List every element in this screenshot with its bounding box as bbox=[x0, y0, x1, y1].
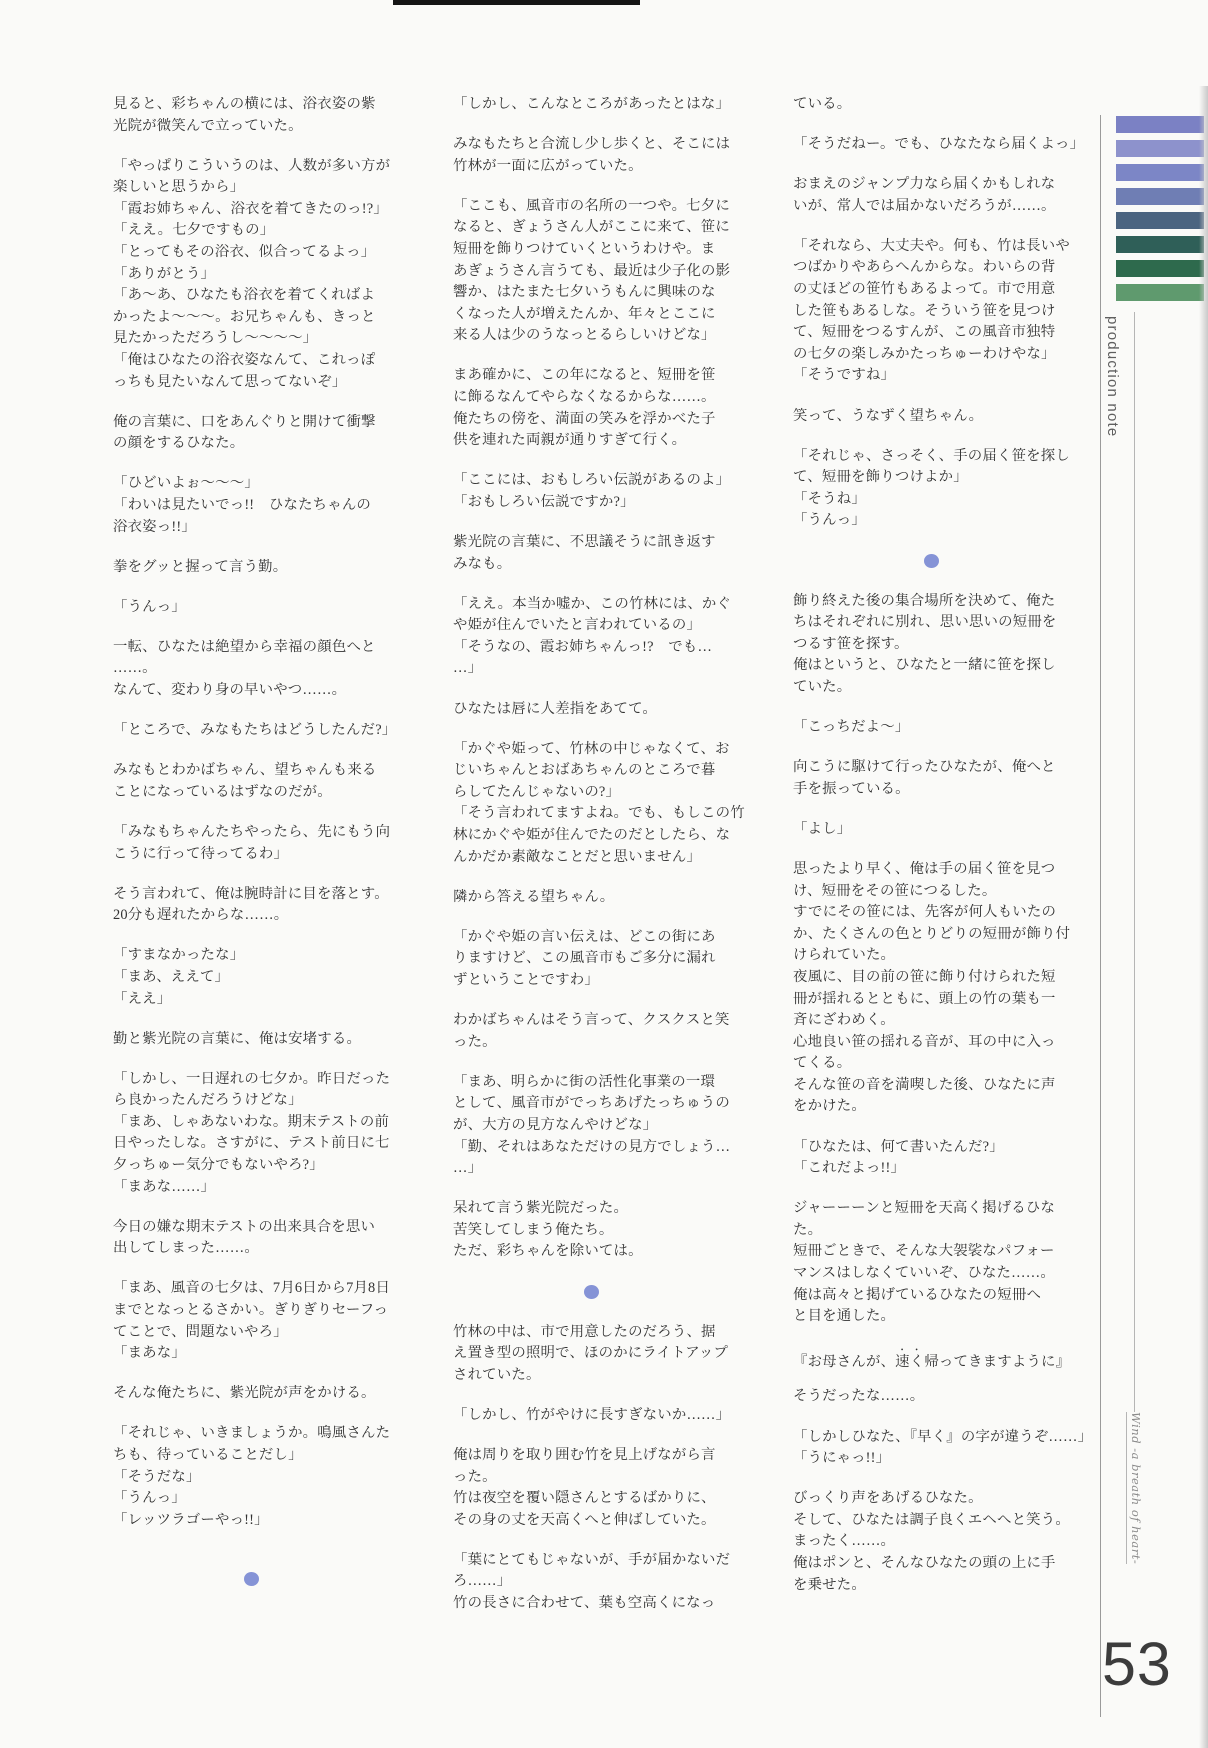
divider-dot-icon bbox=[244, 1572, 259, 1586]
text-line: 斉にざわめく。 bbox=[793, 1012, 895, 1029]
text-line: されていた。 bbox=[453, 1366, 541, 1383]
text-line: つばかりやあらへんからな。わいらの背 bbox=[793, 259, 1056, 276]
text-line: 冊が揺れるとともに、頭上の竹の葉も一 bbox=[793, 990, 1056, 1007]
text-line: 「わいは見たいでっ!! ひなたちゃんの bbox=[113, 497, 372, 513]
text-line: ている。 bbox=[793, 96, 852, 112]
text-line: 「ありがとう」 bbox=[113, 265, 216, 282]
text-line: 日やったしな。さすがに、テスト前日に七 bbox=[113, 1135, 390, 1152]
text-line: なんて、変わり身の早いやつ……。 bbox=[113, 682, 347, 699]
text-line: 光院が微笑んで立っていた。 bbox=[113, 117, 303, 134]
text-line: くなった人が増えたんか、年々とここに bbox=[453, 305, 716, 322]
text-line: の丈ほどの笹竹もあるよって。市で用意 bbox=[793, 281, 1056, 298]
text-line: ちも、待っていることだし」 bbox=[113, 1447, 303, 1463]
text-line: ろ……」 bbox=[453, 1573, 512, 1590]
text-line: ていた。 bbox=[793, 678, 852, 695]
text-line: として、風音市がでっちあげたっちゅうの bbox=[453, 1095, 730, 1112]
text-line: 「俺はひなたの浴衣姿なんて、これっぽ bbox=[113, 352, 376, 369]
paragraph-gap bbox=[113, 702, 389, 721]
text-line: その身の丈を天高くへと伸ばしていた。 bbox=[453, 1511, 716, 1528]
paragraph-gap bbox=[113, 1198, 389, 1217]
text-line: ……。 bbox=[113, 660, 157, 677]
paragraph-gap bbox=[453, 868, 729, 887]
paragraph-gap bbox=[453, 720, 729, 739]
text-line: 夕っちゅー気分でもないやろ?」 bbox=[113, 1157, 324, 1174]
text-line: までとなっとるさかい。ぎりぎりセーフっ bbox=[113, 1302, 389, 1319]
paragraph-gap bbox=[113, 1260, 389, 1279]
paragraph-gap bbox=[793, 739, 1069, 758]
text-line: 「しかしひなた、『早く』の字が違うぞ……」 bbox=[793, 1428, 1093, 1445]
paragraph-gap bbox=[793, 217, 1069, 236]
text-line: 「そうだな」 bbox=[113, 1468, 201, 1485]
text-line: まったく……。 bbox=[793, 1533, 896, 1550]
page-number: 53 bbox=[1102, 1630, 1172, 1698]
text-line: 見たかっただろうし〜〜〜〜」 bbox=[113, 330, 318, 347]
color-swatch-bar bbox=[1116, 260, 1204, 277]
text-line: や姫が住んでいたと言われているの」 bbox=[453, 617, 702, 634]
section-divider-dot bbox=[793, 551, 1069, 573]
paragraph-gap bbox=[453, 1263, 729, 1282]
text-line: 「そうですね」 bbox=[793, 367, 896, 384]
text-line: 林にかぐや姫が住んでたのだとしたら、な bbox=[453, 827, 731, 844]
paragraph-gap bbox=[113, 393, 389, 412]
paragraph-gap bbox=[793, 1368, 1069, 1387]
paragraph-gap bbox=[113, 803, 389, 822]
text-line: した笹もあるしな。そういう笹を見つけ bbox=[793, 302, 1056, 319]
color-swatch-bar bbox=[1116, 236, 1204, 253]
text-line: 「葉にとてもじゃないが、手が届かないだ bbox=[453, 1551, 731, 1568]
text-line: 「かぐや姫って、竹林の中じゃなくて、お bbox=[453, 740, 730, 757]
paragraph-gap bbox=[113, 1405, 389, 1424]
text-line: ただ、彩ちゃんを除いては。 bbox=[453, 1243, 643, 1260]
section-label-vertical: production note bbox=[1104, 316, 1121, 438]
text-line: 竹林の中は、市で用意したのだろう、据 bbox=[453, 1323, 716, 1340]
text-line: 「すまなかったな」 bbox=[113, 947, 245, 964]
text-line: 今日の嫌な期末テストの出来具合を思い bbox=[113, 1218, 376, 1235]
text-line: 「ええ」 bbox=[113, 990, 172, 1007]
text-line: らしてたんじゃないの?」 bbox=[453, 783, 621, 800]
color-swatch-bar bbox=[1116, 140, 1204, 157]
text-line: 「ええ。本当か嘘か、この竹林には、かぐ bbox=[453, 595, 732, 612]
text-line: 呆れて言う紫光院だった。 bbox=[453, 1200, 629, 1217]
paragraph-gap bbox=[453, 1427, 729, 1446]
text-line: マンスはしなくていいぞ、ひなた……。 bbox=[793, 1265, 1055, 1282]
text-line: 向こうに駆けて行ったひなたが、俺へと bbox=[793, 759, 1056, 776]
text-line: 「やっぱりこういうのは、人数が多い方が bbox=[113, 157, 391, 174]
paragraph-gap bbox=[113, 1050, 389, 1069]
text-line: 「うんっ」 bbox=[793, 512, 866, 529]
color-swatch-bar bbox=[1116, 284, 1204, 301]
text-line: 「とってもその浴衣、似合ってるよっ」 bbox=[113, 244, 376, 261]
text-line: 見ると、彩ちゃんの横には、浴衣姿の紫 bbox=[113, 96, 376, 112]
paragraph-gap bbox=[453, 1303, 729, 1322]
emphasized-text: 速く bbox=[895, 1354, 925, 1371]
sidebar-inner-rule bbox=[1134, 312, 1135, 1412]
paragraph-gap bbox=[793, 800, 1069, 819]
paragraph-gap bbox=[453, 177, 729, 196]
text-line: 「まあ、ええて」 bbox=[113, 968, 230, 985]
text-line: え置き型の照明で、ほのかにライトアップ bbox=[453, 1345, 729, 1362]
text-line: ことになっているはずなのだが。 bbox=[113, 783, 332, 800]
divider-dot-icon bbox=[924, 554, 939, 568]
text-line: て、短冊を飾りつけよか」 bbox=[793, 469, 968, 486]
paragraph-gap bbox=[113, 455, 389, 474]
text-line: 俺たちの傍を、満面の笑みを浮かべた子 bbox=[453, 410, 716, 427]
text-line: こうに行って待ってるわ」 bbox=[113, 845, 289, 862]
text-line: 「レッツラゴーやっ!!」 bbox=[113, 1511, 269, 1528]
color-swatch-bar bbox=[1116, 164, 1204, 181]
text-line: 心地良い笹の揺れる音が、耳の中に入っ bbox=[793, 1033, 1056, 1050]
text-line: 竹の長さに合わせて、葉も空高くになっ bbox=[453, 1595, 716, 1612]
text-line: ちはそれぞれに別れ、思い思いの短冊を bbox=[793, 614, 1057, 631]
text-line: 短冊を飾りつけていくというわけや。ま bbox=[453, 240, 716, 257]
color-bar-strip bbox=[1116, 116, 1204, 301]
text-line: あぎょうさん言うても、最近は少子化の影 bbox=[453, 262, 731, 279]
text-column-2 bbox=[453, 94, 745, 1615]
text-line: を乗せた。 bbox=[793, 1576, 866, 1593]
text-line: びっくり声をあげるひなた。 bbox=[793, 1490, 983, 1507]
paragraph-gap bbox=[453, 116, 729, 135]
text-line: 「ひなたは、何て書いたんだ?」 bbox=[793, 1138, 1004, 1155]
color-swatch-bar bbox=[1116, 212, 1204, 229]
text-line: 一転、ひなたは絶望から幸福の顔色へと bbox=[113, 638, 376, 655]
text-line: てことで、問題ないやろ」 bbox=[113, 1323, 288, 1340]
color-swatch-bar bbox=[1116, 188, 1204, 205]
text-line: ら良かったんだろうけどな」 bbox=[113, 1092, 303, 1109]
divider-dot-icon bbox=[584, 1285, 599, 1299]
text-line: そんな俺たちに、紫光院が声をかける。 bbox=[113, 1385, 376, 1402]
text-line: 短冊ごときで、そんな大袈裟なパフォー bbox=[793, 1243, 1055, 1260]
text-line: てくる。 bbox=[793, 1055, 852, 1072]
paragraph-gap bbox=[453, 1386, 729, 1405]
paragraph-gap bbox=[793, 1118, 1069, 1137]
text-column-3 bbox=[793, 94, 1093, 1596]
paragraph-gap bbox=[113, 1365, 389, 1384]
text-line: みなもたちと合流し少し歩くと、そこには bbox=[453, 136, 731, 153]
text-line: いが、常人では届かないだろうが……。 bbox=[793, 197, 1056, 214]
text-line: ひなたは唇に人差指をあてて。 bbox=[453, 700, 657, 717]
paragraph-gap bbox=[113, 865, 389, 884]
paragraph-gap bbox=[793, 699, 1069, 718]
text-line: おまえのジャンプ力なら届くかもしれな bbox=[793, 176, 1056, 193]
text-line: の顔をするひなた。 bbox=[113, 435, 245, 452]
text-line: 来る人は少のうなっとるらしいけどな」 bbox=[453, 327, 716, 344]
text-line: 「まあ、明らかに街の活性化事業の一環 bbox=[453, 1073, 716, 1090]
text-line: 20分も遅れたからな……。 bbox=[113, 907, 289, 924]
series-title-vertical: Wind -a breath of heart- bbox=[1126, 1412, 1143, 1564]
text-line: 「これだよっ!!」 bbox=[793, 1160, 906, 1177]
text-line: 響か、はたまた七夕いうもんに興味のな bbox=[453, 284, 716, 301]
text-line: わかばちゃんはそう言って、クスクスと笑 bbox=[453, 1012, 730, 1029]
text-line: 「それじゃ、いきましょうか。鳴風さんた bbox=[113, 1425, 391, 1442]
text-line: 「それじゃ、さっそく、手の届く笹を探し bbox=[793, 447, 1070, 464]
text-line: りますけど、この風音市もご多分に漏れ bbox=[453, 950, 716, 967]
text-line: みなもとわかばちゃん、望ちゃんも来る bbox=[113, 762, 377, 779]
color-swatch-bar bbox=[1116, 116, 1204, 133]
text-line: 「かぐや姫の言い伝えは、どこの街にあ bbox=[453, 928, 716, 945]
paragraph-gap bbox=[793, 840, 1069, 859]
paragraph-gap bbox=[793, 1328, 1069, 1347]
paragraph-gap bbox=[793, 1470, 1069, 1489]
paragraph-gap bbox=[793, 387, 1069, 406]
section-divider-dot bbox=[453, 1282, 729, 1304]
text-line: まあ確かに、この年になると、短冊を笹 bbox=[453, 367, 716, 384]
paragraph-gap bbox=[113, 927, 389, 946]
text-line: 供を連れた両親が通りすぎて行く。 bbox=[453, 432, 687, 449]
paragraph-gap bbox=[453, 347, 729, 366]
text-line: た。 bbox=[793, 1221, 823, 1238]
text-line: に飾るなんてやらなくなるからな……。 bbox=[453, 389, 716, 406]
text-line: 「みなもちゃんたちやったら、先にもう向 bbox=[113, 823, 391, 840]
text-line: 「こっちだよ〜」 bbox=[793, 719, 910, 736]
paragraph-gap bbox=[793, 156, 1069, 175]
paragraph-gap bbox=[453, 1053, 729, 1072]
text-line: 「しかし、一日遅れの七夕か。昨日だった bbox=[113, 1070, 391, 1087]
text-line: 「ところで、みなもたちはどうしたんだ?」 bbox=[113, 722, 397, 739]
text-column-1 bbox=[113, 94, 397, 1590]
text-line: 出してしまった……。 bbox=[113, 1240, 259, 1257]
text-line: 俺の言葉に、口をあんぐりと開けて衝撃 bbox=[113, 413, 376, 430]
text-line: 「まあ、しゃあないわな。期末テストの前 bbox=[113, 1113, 390, 1130]
paragraph-gap bbox=[453, 1180, 729, 1199]
text-line: 思ったより早く、俺は手の届く笹を見つ bbox=[793, 860, 1056, 877]
text-line: 『お母さんが、速く帰ってきますように』 bbox=[793, 1354, 1071, 1371]
scan-edge-artifact bbox=[393, 0, 640, 5]
text-line: そうだったな……。 bbox=[793, 1388, 925, 1405]
text-line: 苦笑してしまう俺たち。 bbox=[453, 1221, 614, 1238]
text-line: 夜風に、目の前の笹に飾り付けられた短 bbox=[793, 968, 1056, 985]
text-line: 「しかし、竹がやけに長すぎないか……」 bbox=[453, 1406, 731, 1423]
text-line: 「まあ、風音の七夕は、7月6日から7月8日 bbox=[113, 1280, 391, 1297]
text-line: 「そうなの、霞お姉ちゃんっ!? でも… bbox=[453, 638, 713, 655]
paragraph-gap bbox=[113, 742, 389, 761]
text-line: か、たくさんの色とりどりの短冊が飾り付 bbox=[793, 925, 1071, 942]
text-line: 「しかし、こんなところがあったとはな」 bbox=[453, 96, 731, 112]
text-line: 「ここには、おもしろい伝説があるのよ」 bbox=[453, 472, 731, 489]
text-line: かったよ〜〜〜。お兄ちゃんも、きっと bbox=[113, 308, 376, 325]
text-line: 隣から答える望ちゃん。 bbox=[453, 888, 615, 905]
text-line: 「そう言われてますよね。でも、もしこの竹 bbox=[453, 805, 745, 822]
text-line: 笑って、うなずく望ちゃん。 bbox=[793, 407, 984, 424]
text-line: った。 bbox=[453, 1468, 497, 1485]
text-line: なると、ぎょうさん人がここに来て、笹に bbox=[453, 219, 730, 236]
text-line: 「おもしろい伝説ですか?」 bbox=[453, 493, 635, 510]
text-line: すでにその笹には、先客が何人もいたの bbox=[793, 904, 1057, 921]
text-line: 手を振っている。 bbox=[793, 780, 910, 797]
text-line: が、大方の見方なんやけどな」 bbox=[453, 1116, 658, 1133]
text-line: 飾り終えた後の集合場所を決めて、俺た bbox=[793, 592, 1056, 609]
text-line: 俺はというと、ひなたと一緒に笹を探し bbox=[793, 657, 1056, 674]
text-line: ジャーーーンと短冊を天高く掲げるひな bbox=[793, 1200, 1056, 1217]
paragraph-gap bbox=[453, 1531, 729, 1550]
paragraph-gap bbox=[113, 137, 389, 156]
text-line: 「よし」 bbox=[793, 820, 852, 837]
text-line: んかだか素敵なことだと思いません」 bbox=[453, 848, 702, 865]
text-line: け、短冊をその笹につるした。 bbox=[793, 882, 997, 899]
text-line: っちも見たいなんて思ってないぞ」 bbox=[113, 373, 347, 390]
text-line: つるす笹を探す。 bbox=[793, 635, 909, 652]
paragraph-gap bbox=[113, 578, 389, 597]
text-line: 「まあな……」 bbox=[113, 1178, 216, 1195]
paragraph-gap bbox=[793, 427, 1069, 446]
text-line: 「ええ。七夕ですもの」 bbox=[113, 222, 275, 239]
text-line: ずということですわ」 bbox=[453, 972, 599, 988]
text-line: 「うんっ」 bbox=[113, 598, 186, 615]
page-edge-shading bbox=[1199, 86, 1208, 1748]
text-line: をかけた。 bbox=[793, 1098, 866, 1115]
text-line: 「勤、それはあなただけの見方でしょう… bbox=[453, 1138, 731, 1155]
text-line: 「それなら、大丈夫や。何も、竹は長いや bbox=[793, 237, 1070, 254]
text-line: …」 bbox=[453, 1160, 483, 1177]
paragraph-gap bbox=[453, 908, 729, 927]
text-line: 「うんっ」 bbox=[113, 1490, 186, 1507]
text-line: じいちゃんとおばあちゃんのところで暮 bbox=[453, 762, 716, 779]
paragraph-gap bbox=[453, 575, 729, 594]
text-line: 「まあな」 bbox=[113, 1345, 186, 1362]
paragraph-gap bbox=[453, 992, 729, 1011]
text-line: 「あ〜あ、ひなたも浴衣を着てくればよ bbox=[113, 287, 376, 304]
text-line: った。 bbox=[453, 1033, 497, 1050]
paragraph-gap bbox=[793, 572, 1069, 591]
text-line: 「そうだねー。でも、ひなたなら届くよっ」 bbox=[793, 136, 1085, 153]
paragraph-gap bbox=[793, 1408, 1069, 1427]
paragraph-gap bbox=[453, 514, 729, 533]
paragraph-gap bbox=[453, 680, 729, 699]
paragraph-gap bbox=[113, 1550, 389, 1569]
text-line: …」 bbox=[453, 660, 483, 677]
text-line: て、短冊をつるすんが、この風音市独特 bbox=[793, 324, 1056, 341]
text-line: 「そうね」 bbox=[793, 490, 866, 507]
text-line: 紫光院の言葉に、不思議そうに訊き返す bbox=[453, 534, 716, 550]
text-line: 楽しいと思うから」 bbox=[113, 179, 245, 196]
text-line: 「ここも、風音市の名所の一つや。七夕に bbox=[453, 197, 730, 214]
sidebar-vertical-rule bbox=[1100, 115, 1101, 1717]
paragraph-gap bbox=[113, 1010, 389, 1029]
paragraph-gap bbox=[113, 1531, 389, 1550]
paragraph-gap bbox=[113, 618, 389, 637]
text-line: 「ひどいよぉ〜〜〜」 bbox=[113, 475, 259, 492]
text-line: そう言われて、俺は腕時計に目を落とす。 bbox=[113, 885, 389, 902]
text-line: 俺は高々と掲げているひなたの短冊へ bbox=[793, 1286, 1042, 1303]
paragraph-gap bbox=[793, 1180, 1069, 1199]
section-divider-dot bbox=[113, 1568, 389, 1590]
paragraph-gap bbox=[113, 538, 389, 557]
text-line: そして、ひなたは調子良くエヘへと笑う。 bbox=[793, 1511, 1070, 1528]
text-line: と目を通した。 bbox=[793, 1308, 896, 1325]
text-line: 竹林が一面に広がっていた。 bbox=[453, 157, 643, 174]
text-line: 竹は夜空を覆い隠さんとするばかりに、 bbox=[453, 1490, 716, 1507]
text-line: 俺はポンと、そんなひなたの頭の上に手 bbox=[793, 1554, 1056, 1571]
text-line: 拳をグッと握って言う勤。 bbox=[113, 558, 288, 575]
text-line: みなも。 bbox=[453, 555, 512, 572]
text-line: 俺は周りを取り囲む竹を見上げながら言 bbox=[453, 1447, 716, 1463]
paragraph-gap bbox=[793, 116, 1069, 135]
text-line: の七夕の楽しみかたっちゅーわけやな」 bbox=[793, 345, 1056, 362]
text-line: 勤と紫光院の言葉に、俺は安堵する。 bbox=[113, 1030, 362, 1047]
text-line: そんな笹の音を満喫した後、ひなたに声 bbox=[793, 1076, 1056, 1093]
text-line: 「霞お姉ちゃん、浴衣を着てきたのっ!?」 bbox=[113, 200, 388, 217]
text-line: けられていた。 bbox=[793, 947, 896, 964]
paragraph-gap bbox=[453, 452, 729, 471]
paragraph-gap bbox=[793, 532, 1069, 551]
text-line: 浴衣姿っ!!」 bbox=[113, 518, 196, 535]
text-line: 「うにゃっ!!」 bbox=[793, 1450, 891, 1467]
